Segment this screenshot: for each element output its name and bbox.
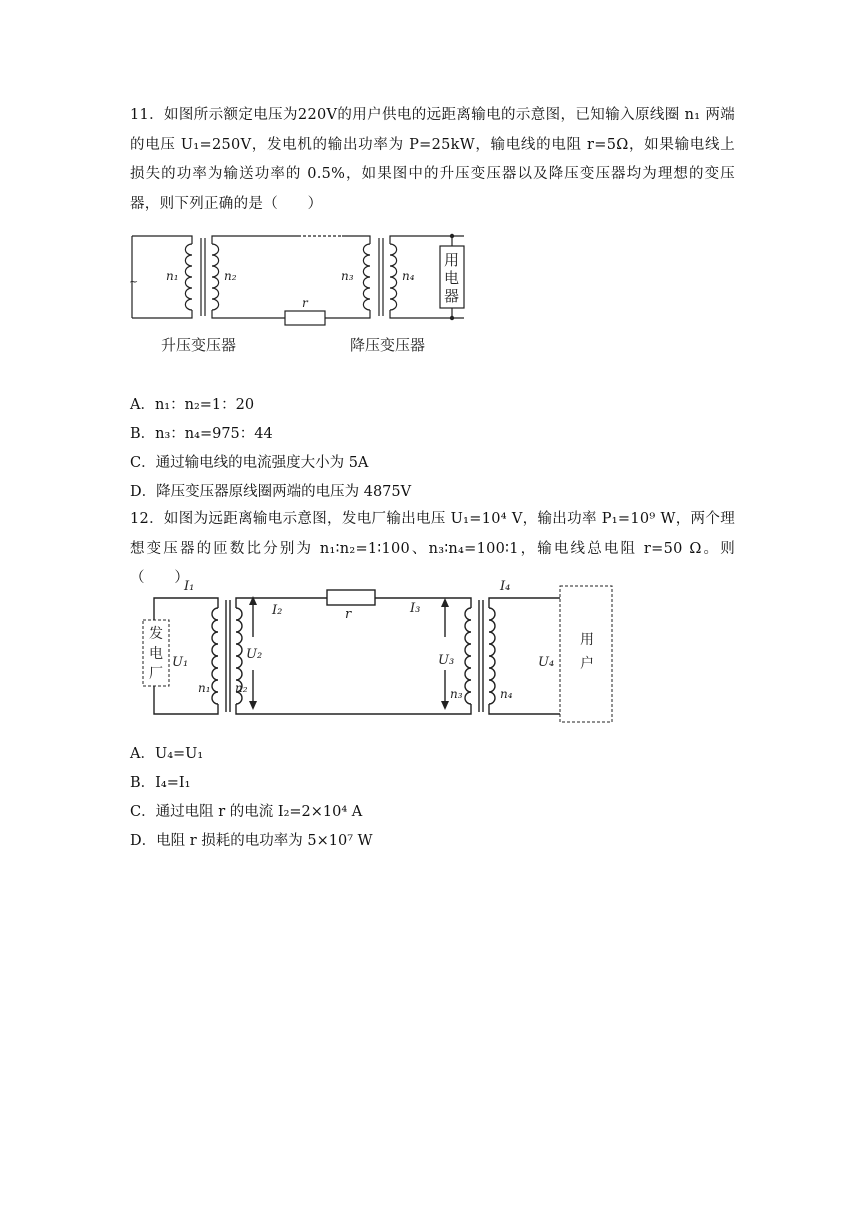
q12-option-d: D．电阻 r 损耗的电功率为 5×10⁷ W [130,833,373,849]
q12-option-b: B．I₄=I₁ [130,775,191,791]
ac-source-symbol: ~ [129,275,139,288]
u3-arrow-up [441,598,449,607]
label-r: r [302,296,308,310]
junction-dot-top [450,234,454,238]
label-n3: n₃ [341,269,354,283]
q11-option-c: C．通过输电线的电流强度大小为 5A [130,455,369,471]
user-char-1: 用 [580,632,594,648]
q11-option-a: A．n₁：n₂=1：20 [130,397,255,413]
u3-arrow-down [441,701,449,710]
plant-char-1: 发 [149,626,163,642]
label-n2: n₂ [235,681,248,695]
q12-option-a: A．U₄=U₁ [130,746,204,762]
load-char-1: 用 [444,251,460,269]
label-I3: I₃ [410,601,421,616]
label-n4: n₄ [500,687,513,701]
load-char-2: 电 [444,269,460,287]
label-n3: n₃ [450,687,463,701]
q12-circuit-diagram [140,574,616,726]
u2-arrow-down [249,701,257,710]
q11-option-d: D．降压变压器原线圈两端的电压为 4875V [130,484,412,500]
user-char-2: 户 [580,656,594,672]
label-r: r [345,607,352,622]
label-I4: I₄ [500,579,511,594]
label-I2: I₂ [272,603,283,618]
step-down-transformer-caption: 降压变压器 [350,336,426,354]
label-n4: n₄ [402,269,415,283]
q11-option-b: B．n₃：n₄=975：44 [130,426,273,442]
label-I1: I₁ [184,579,195,594]
label-n1: n₁ [166,269,179,283]
label-U3: U₃ [438,653,455,668]
label-U1: U₁ [172,655,189,670]
q12-option-c: C．通过电阻 r 的电流 I₂=2×10⁴ A [130,804,363,820]
plant-char-3: 厂 [149,666,163,682]
label-U2: U₂ [246,647,263,662]
junction-dot-bottom [450,316,454,320]
q11-circuit-diagram [128,228,478,360]
label-n2: n₂ [224,269,237,283]
q12-stem: 12．如图为远距离输电示意图，发电厂输出电压 U₁=10⁴ V，输出功率 P₁=10⁹ W，两个理想变压器的匝数比分别为 n₁∶n₂=1∶100、n₃∶n₄=100∶1，输电线总电阻 r=50 Ω。则（ ） [130,511,735,586]
step-up-transformer-caption: 升压变压器 [161,336,237,354]
label-U4: U₄ [538,655,555,670]
plant-char-2: 电 [149,646,163,662]
q11-stem: 11．如图所示额定电压为220V的用户供电的远距离输电的示意图，已知输入原线圈 n₁ 两端的电压 U₁=250V，发电机的输出功率为 P=25kW，输电线的电阻 r=5Ω，如果输电线上损失的功率为输送功率的 0.5%，如果图中的升压变压器以及降压变压器均为理想的变压器，则下列正确的是（ ） [130,107,735,212]
load-char-3: 器 [444,287,460,305]
label-n1: n₁ [198,681,211,695]
